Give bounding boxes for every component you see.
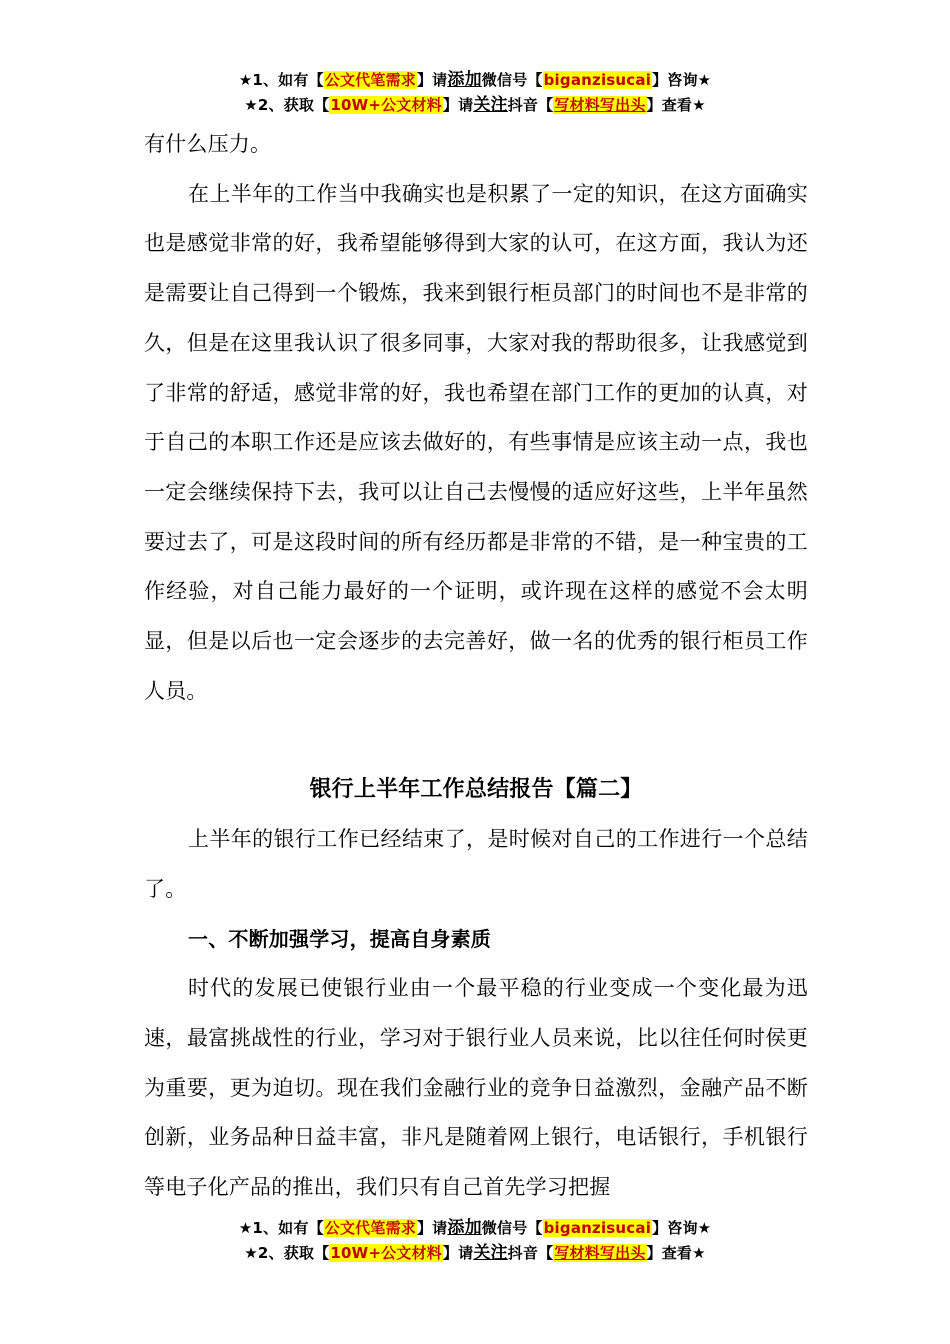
paragraph: 上半年的银行工作已经结束了，是时候对自己的工作进行一个总结了。 xyxy=(144,827,808,901)
banner-highlight: 10W+公文材料 xyxy=(330,96,442,114)
star-icon: ★ xyxy=(238,71,253,89)
banner-emphasis: 添加 xyxy=(447,1218,482,1238)
banner-highlight: 公文代笔需求 xyxy=(324,1219,416,1237)
banner-text: 】查看★ xyxy=(646,96,706,114)
banner-line-1 xyxy=(0,1216,950,1241)
banner-douyin-id: 写材料写出头 xyxy=(554,1244,646,1262)
banner-douyin-id: 写材料写出头 xyxy=(554,96,646,114)
banner-text: 】请 xyxy=(442,96,474,114)
banner-line-1 xyxy=(0,68,950,93)
banner-text: 】查看★ xyxy=(646,1244,706,1262)
star-icon: ★ xyxy=(238,1219,253,1237)
spacer xyxy=(144,716,808,765)
section-title: 银行上半年工作总结报告【篇二】 xyxy=(309,777,643,803)
paragraph: 在上半年的工作当中我确实也是积累了一定的知识，在这方面确实也是感觉非常的好，我希望能够得到大家的认可，在这方面，我认为还是需要让自己得到一个锻炼，我来到银行柜员部门的时间也不是非常的久，但是在这里我认识了很多同事，大家对我的帮助很多，让我感觉到了非常的舒适，感觉非常的好，我也希望在部门工作的更加的认真，对于自己的本职工作还是应该去做好的，有些事情是应该主动一点，我也一定会继续保持下去，我可以让自己去慢慢的适应好这些，上半年虽然要过去了，可是这段时间的所有经历都是非常的不错，是一种宝贵的工作经验，对自己能力最好的一个证明，或许现在这样的感觉不会太明显，但是以后也一定会逐步的去完善好，做一名的优秀的银行柜员工作人员。 xyxy=(144,181,808,703)
banner-text: 2、获取【 xyxy=(257,96,330,114)
header-banner xyxy=(0,68,950,118)
banner-emphasis: 关注 xyxy=(473,1243,508,1263)
banner-line-2 xyxy=(0,1241,950,1266)
banner-text: 抖音【 xyxy=(507,1244,554,1262)
banner-text: 微信号【 xyxy=(481,1219,543,1237)
footer-banner xyxy=(0,1216,950,1266)
banner-text: 抖音【 xyxy=(507,96,554,114)
banner-line-2 xyxy=(0,93,950,118)
banner-text: 】请 xyxy=(442,1244,474,1262)
banner-emphasis: 添加 xyxy=(447,70,482,90)
banner-highlight: 公文代笔需求 xyxy=(324,71,416,89)
banner-text: 2、获取【 xyxy=(257,1244,330,1262)
star-icon: ★ xyxy=(244,96,258,114)
banner-text: 】请 xyxy=(416,1219,448,1237)
banner-text: 1、如有【 xyxy=(252,1219,324,1237)
banner-highlight: 10W+公文材料 xyxy=(330,1244,442,1262)
banner-text: 微信号【 xyxy=(481,71,543,89)
banner-text: 】咨询★ xyxy=(652,1219,712,1237)
banner-text: 】请 xyxy=(416,71,448,89)
paragraph: 时代的发展已使银行业由一个最平稳的行业变成一个变化最为迅速，最富挑战性的行业，学习对于银行业人员来说，比以往任何时侯更为重要，更为迫切。现在我们金融行业的竞争日益激烈，金融产品不断创新，业务品种日益丰富，非凡是随着网上银行，电话银行，手机银行等电子化产品的推出，我们只有自己首先学习把握 xyxy=(144,976,808,1200)
subheading: 一、不断加强学习，提高自身素质 xyxy=(188,926,491,951)
document-body xyxy=(144,120,808,1213)
continued-paragraph: 有什么压力。 xyxy=(144,132,272,156)
star-icon: ★ xyxy=(244,1244,258,1262)
banner-wechat-id: biganzisucai xyxy=(543,71,652,89)
banner-text: 1、如有【 xyxy=(252,71,324,89)
banner-emphasis: 关注 xyxy=(473,95,508,115)
banner-text: 】咨询★ xyxy=(652,71,712,89)
banner-wechat-id: biganzisucai xyxy=(543,1219,652,1237)
